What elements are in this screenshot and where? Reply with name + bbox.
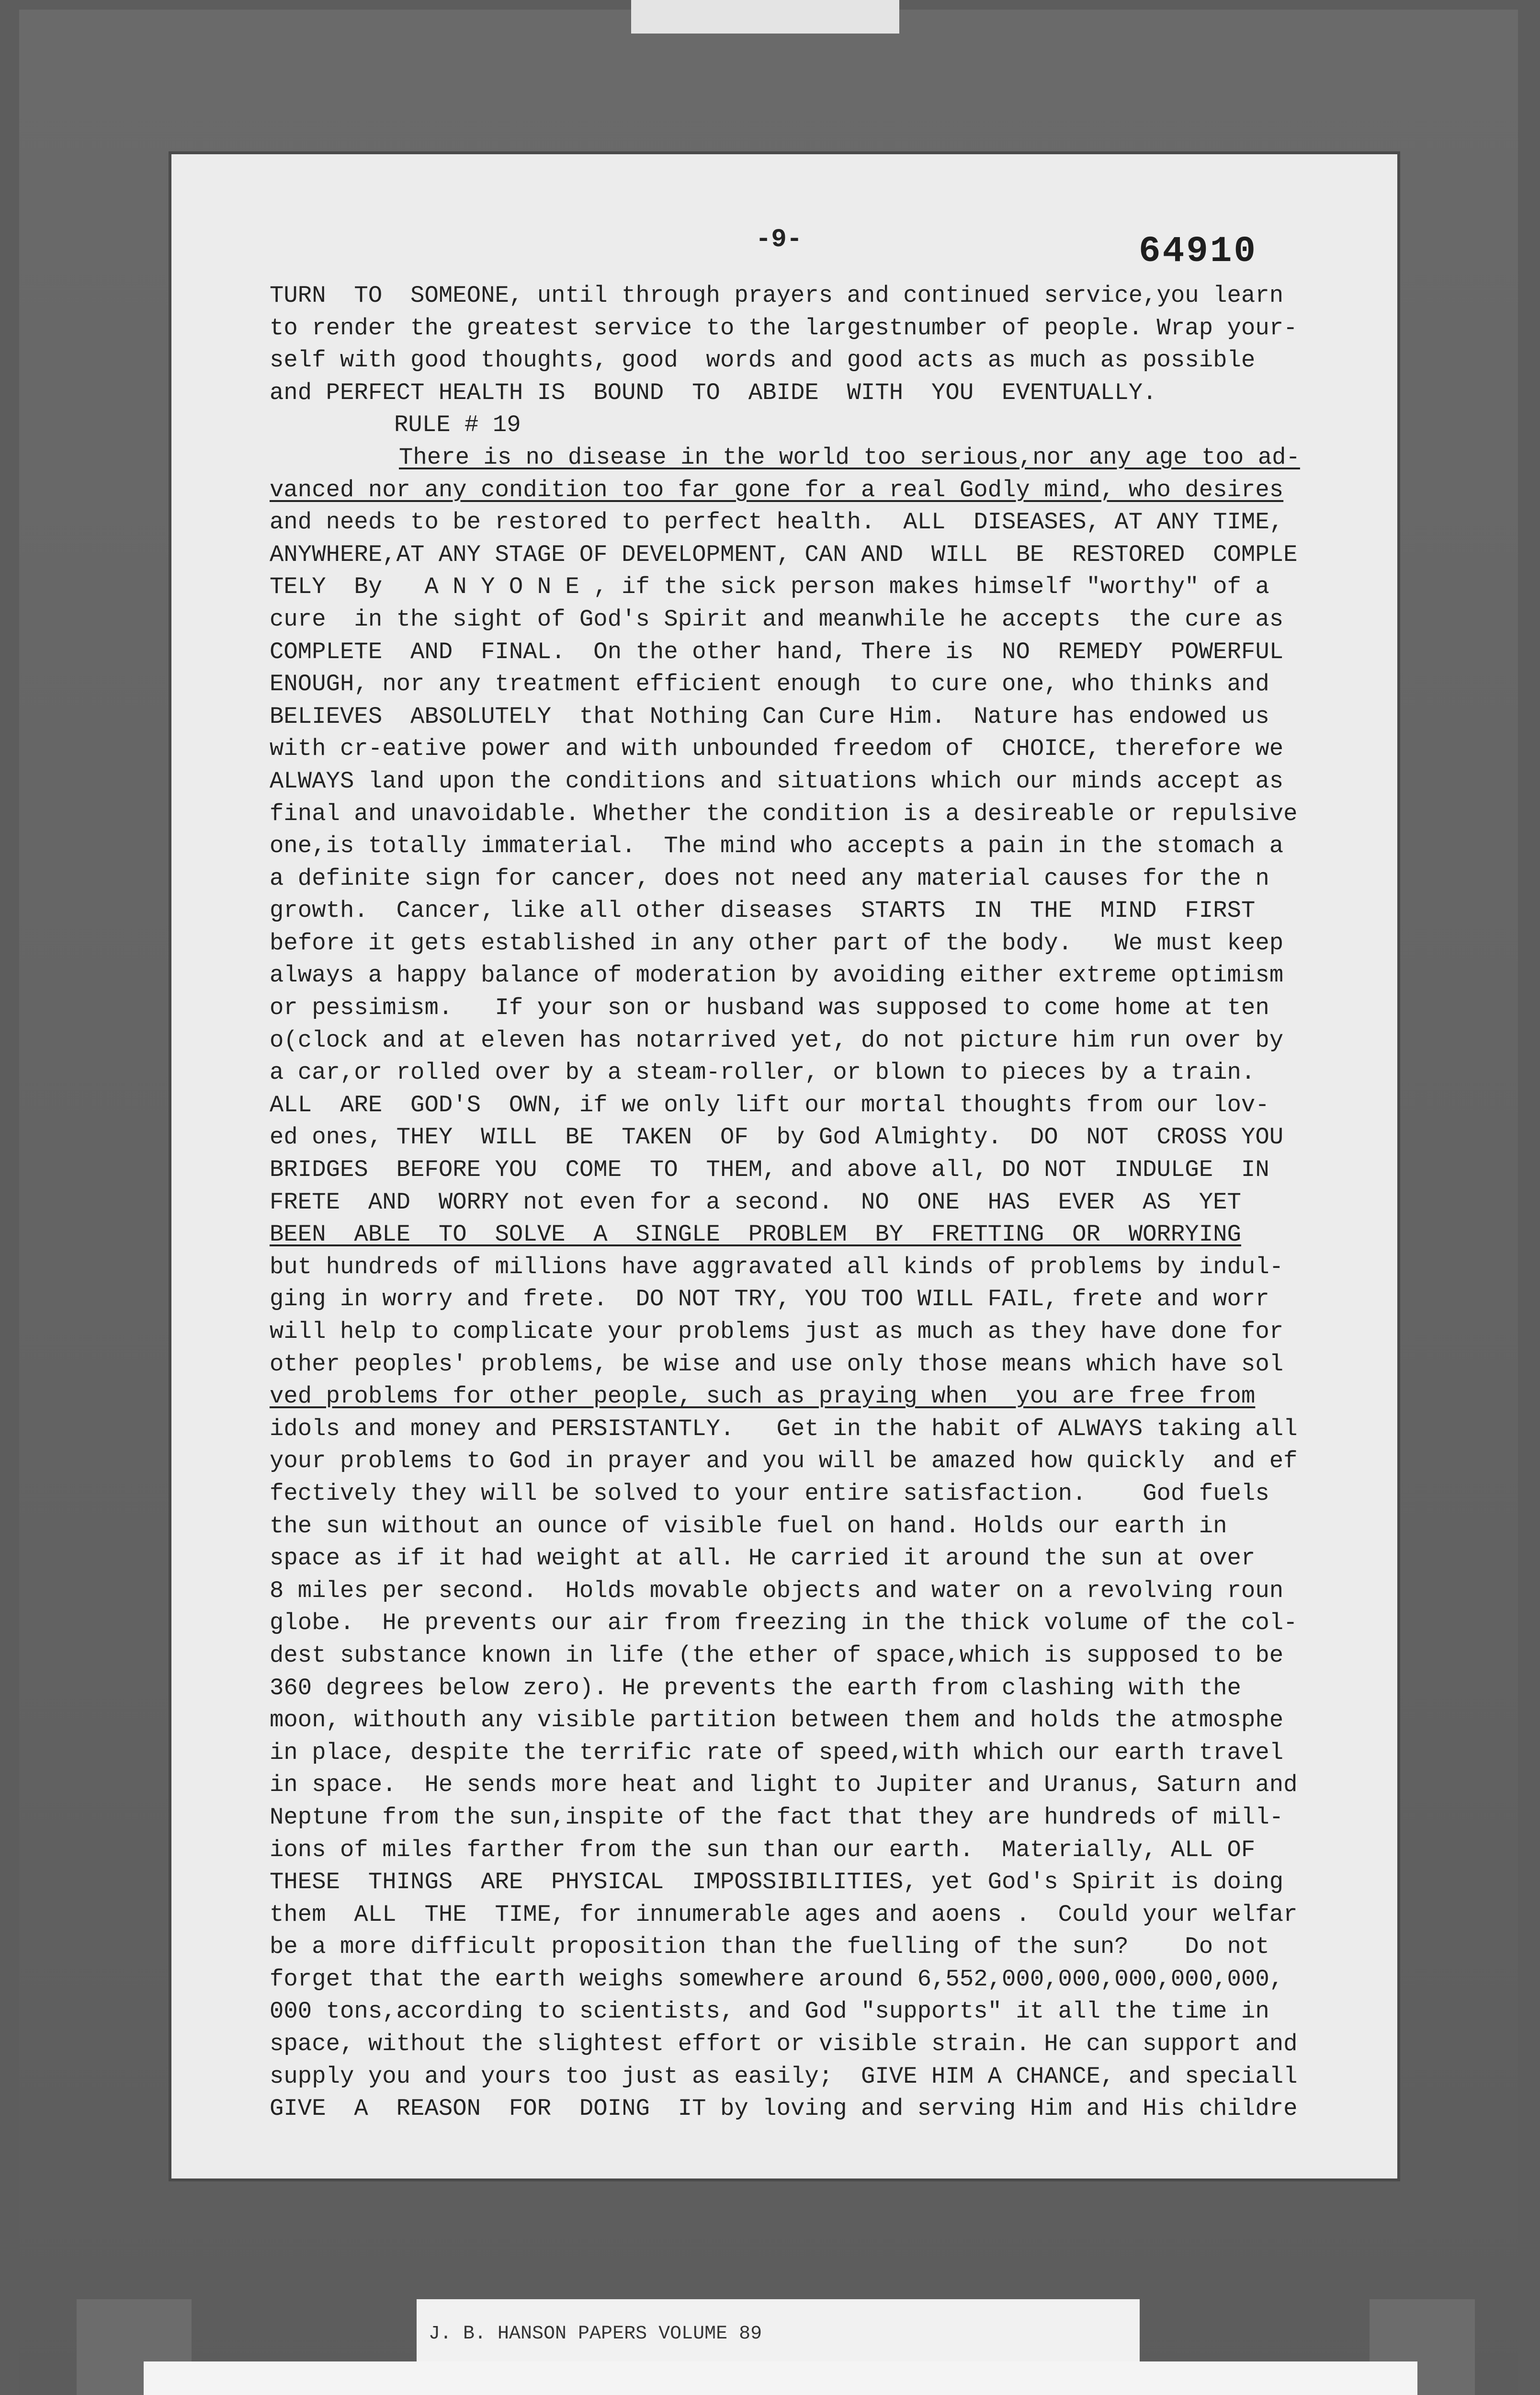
text-line: growth. Cancer, like all other diseases STARTS IN THE MIND FIRST xyxy=(270,897,1256,924)
text-line: GIVE A REASON FOR DOING IT by loving and serving Him and His childre xyxy=(270,2095,1298,2122)
text-line: 8 miles per second. Holds movable objects and water on a revolving roun xyxy=(270,1577,1284,1604)
text-line: COMPLETE AND FINAL. On the other hand, There is NO REMEDY POWERFUL xyxy=(270,638,1284,665)
text-line: ed ones, THEY WILL BE TAKEN OF by God Almighty. DO NOT CROSS YOU xyxy=(270,1124,1284,1151)
text-line: before it gets established in any other part of the body. We must keep xyxy=(270,929,1284,957)
page-body xyxy=(270,280,1390,2125)
text-line: forget that the earth weighs somewhere around 6,552,000,000,000,000,000, xyxy=(270,1965,1284,1993)
text-line: space as if it had weight at all. He carried it around the sun at over xyxy=(270,1545,1256,1572)
text-line: be a more difficult proposition than the fuelling of the sun? Do not xyxy=(270,1933,1269,1961)
text-line: idols and money and PERSISTANTLY. Get in the habit of ALWAYS taking all xyxy=(270,1415,1298,1442)
text-line: BELIEVES ABSOLUTELY that Nothing Can Cure Him. Nature has endowed us xyxy=(270,703,1269,730)
typewritten-page xyxy=(171,154,1397,2178)
text-line: self with good thoughts, good words and good acts as much as possible xyxy=(270,347,1256,374)
text-line: final and unavoidable. Whether the condition is a desireable or repulsive xyxy=(270,800,1298,827)
volume-label: J. B. HANSON PAPERS VOLUME 89 xyxy=(429,2323,762,2345)
text-line: other peoples' problems, be wise and use only those means which have sol xyxy=(270,1350,1284,1378)
text-line: ALWAYS land upon the conditions and situations which our minds accept as xyxy=(270,767,1284,795)
text-line: cure in the sight of God's Spirit and meanwhile he accepts the cure as xyxy=(270,605,1284,633)
text-line: globe. He prevents our air from freezing in the thick volume of the col- xyxy=(270,1609,1298,1637)
text-line: fectively they will be solved to your entire satisfaction. God fuels xyxy=(270,1480,1269,1507)
text-line: ANYWHERE,AT ANY STAGE OF DEVELOPMENT, CAN AND WILL BE RESTORED COMPLE xyxy=(270,541,1298,568)
text-line: and PERFECT HEALTH IS BOUND TO ABIDE WITH YOU EVENTUALLY. xyxy=(270,379,1157,406)
mounting-tab xyxy=(631,0,899,34)
text-line: THESE THINGS ARE PHYSICAL IMPOSSIBILITIES, yet God's Spirit is doing xyxy=(270,1869,1284,1896)
text-line: FRETE AND WORRY not even for a second. NO ONE HAS EVER AS YET xyxy=(270,1188,1241,1216)
text-line: will help to complicate your problems just as much as they have done for xyxy=(270,1318,1284,1345)
text-line: ved problems for other people, such as praying when you are free from xyxy=(270,1383,1256,1410)
text-line: them ALL THE TIME, for innumerable ages and aoens . Could your welfar xyxy=(270,1901,1298,1928)
text-line: ging in worry and frete. DO NOT TRY, YOU TOO WILL FAIL, frete and worr xyxy=(270,1286,1269,1313)
text-line: and needs to be restored to perfect health. ALL DISEASES, AT ANY TIME, xyxy=(270,509,1284,536)
text-line: one,is totally immaterial. The mind who accepts a pain in the stomach a xyxy=(270,833,1284,860)
text-line: ions of miles farther from the sun than our earth. Materially, ALL OF xyxy=(270,1836,1256,1863)
text-line: always a happy balance of moderation by avoiding either extreme optimism xyxy=(270,962,1284,989)
text-line: o(clock and at eleven has notarrived yet, do not picture him run over by xyxy=(270,1026,1284,1054)
text-line: ENOUGH, nor any treatment efficient enough to cure one, who thinks and xyxy=(270,671,1269,698)
text-line: to render the greatest service to the largestnumber of people. Wrap your- xyxy=(270,314,1298,342)
text-line: but hundreds of millions have aggravated all kinds of problems by indul- xyxy=(270,1253,1284,1280)
text-line: the sun without an ounce of visible fuel on hand. Holds our earth in xyxy=(270,1512,1227,1540)
text-line: BEEN ABLE TO SOLVE A SINGLE PROBLEM BY FRETTING OR WORRYING xyxy=(270,1221,1241,1248)
text-line: a car,or rolled over by a steam-roller, or blown to pieces by a train. xyxy=(270,1059,1256,1086)
text-line: in place, despite the terrific rate of speed,with which our earth travel xyxy=(270,1739,1284,1766)
text-line: moon, withouth any visible partition between them and holds the atmosphe xyxy=(270,1707,1284,1734)
text-line: BRIDGES BEFORE YOU COME TO THEM, and above all, DO NOT INDULGE IN xyxy=(270,1156,1269,1184)
text-line: TELY By A N Y O N E , if the sick person makes himself "worthy" of a xyxy=(270,573,1269,601)
text-line: TURN TO SOMEONE, until through prayers and continued service,you learn xyxy=(270,282,1284,309)
text-line: a definite sign for cancer, does not need any material causes for the n xyxy=(270,865,1269,892)
text-line: 360 degrees below zero). He prevents the earth from clashing with the xyxy=(270,1674,1241,1701)
text-line: vanced nor any condition too far gone for a real Godly mind, who desires xyxy=(270,476,1284,503)
text-line: supply you and yours too just as easily; GIVE HIM A CHANCE, and speciall xyxy=(270,2063,1298,2090)
text-line: your problems to God in prayer and you will be amazed how quickly and ef xyxy=(270,1448,1298,1475)
text-line: dest substance known in life (the ether of space,which is supposed to be xyxy=(270,1642,1284,1669)
text-line: in space. He sends more heat and light to Jupiter and Uranus, Saturn and xyxy=(270,1771,1298,1799)
text-line: RULE # 19 xyxy=(394,411,521,439)
page-number: -9- xyxy=(756,225,803,254)
text-line: space, without the slightest effort or visible strain. He can support and xyxy=(270,2030,1298,2058)
text-line: or pessimism. If your son or husband was supposed to come home at ten xyxy=(270,994,1269,1022)
text-line: ALL ARE GOD'S OWN, if we only lift our mortal thoughts from our lov- xyxy=(270,1091,1269,1118)
text-line: 000 tons,according to scientists, and God "supports" it all the time in xyxy=(270,1998,1269,2025)
document-id: 64910 xyxy=(1139,231,1258,272)
text-line: There is no disease in the world too serious,nor any age too ad- xyxy=(399,444,1300,471)
archives-stamp xyxy=(144,2361,1417,2395)
text-line: Neptune from the sun,inspite of the fact that they are hundreds of mill- xyxy=(270,1803,1284,1831)
text-line: with cr-eative power and with unbounded freedom of CHOICE, therefore we xyxy=(270,735,1284,763)
